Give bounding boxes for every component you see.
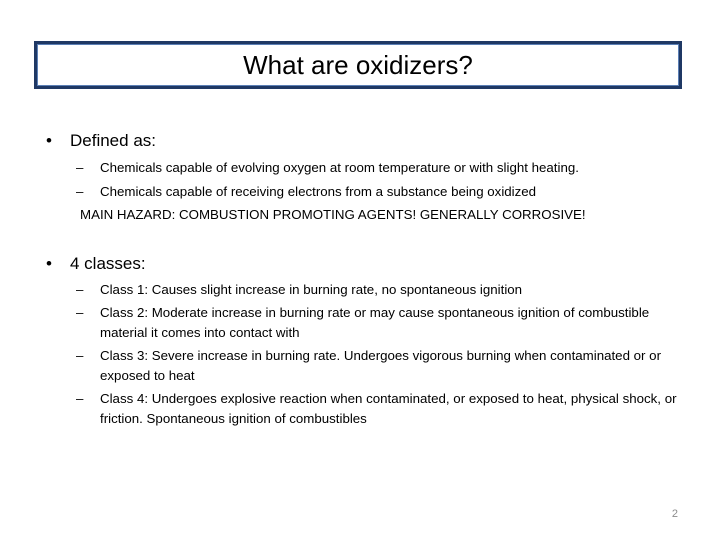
bullet-4-classes bbox=[46, 253, 686, 275]
sub-item bbox=[46, 346, 686, 386]
bullet-defined-as bbox=[46, 130, 686, 152]
sub-item bbox=[46, 158, 686, 178]
title-frame bbox=[34, 41, 682, 89]
sub-item-text: Class 4: Undergoes explosive reaction when contaminated, or exposed to heat, physical shock, or friction. Spontaneous ignition of combustibles bbox=[100, 391, 677, 426]
sub-item-text: Class 3: Severe increase in burning rate. Undergoes vigorous burning when contaminated or or exposed to heat bbox=[100, 348, 662, 383]
dash-icon: – bbox=[76, 391, 84, 406]
bullet-icon: • bbox=[46, 254, 52, 273]
sub-item bbox=[46, 280, 686, 300]
hazard-note: MAIN HAZARD: COMBUSTION PROMOTING AGENTS! GENERALLY CORROSIVE! bbox=[80, 207, 586, 222]
bullet-text: 4 classes: bbox=[70, 254, 146, 273]
bullet-text: Defined as: bbox=[70, 131, 156, 150]
sub-item-text: Chemicals capable of evolving oxygen at room temperature or with slight heating. bbox=[100, 160, 579, 175]
page-number: 2 bbox=[671, 508, 678, 520]
dash-icon: – bbox=[76, 348, 84, 363]
dash-icon: – bbox=[76, 305, 84, 320]
dash-icon: – bbox=[76, 184, 84, 199]
sub-item-text: Class 1: Causes slight increase in burning rate, no spontaneous ignition bbox=[100, 282, 523, 297]
sub-item bbox=[46, 182, 686, 202]
dash-icon: – bbox=[76, 160, 84, 175]
slide-title: What are oxidizers? bbox=[243, 49, 473, 80]
dash-icon: – bbox=[76, 282, 84, 297]
sub-item-text: Chemicals capable of receiving electrons from a substance being oxidized bbox=[100, 184, 537, 199]
sub-item bbox=[46, 303, 686, 343]
sub-item-text: Class 2: Moderate increase in burning rate or may cause spontaneous ignition of combustible material it comes into contact with bbox=[100, 305, 650, 340]
sub-item bbox=[46, 389, 686, 429]
slide-content bbox=[46, 130, 686, 429]
bullet-icon: • bbox=[46, 131, 52, 150]
